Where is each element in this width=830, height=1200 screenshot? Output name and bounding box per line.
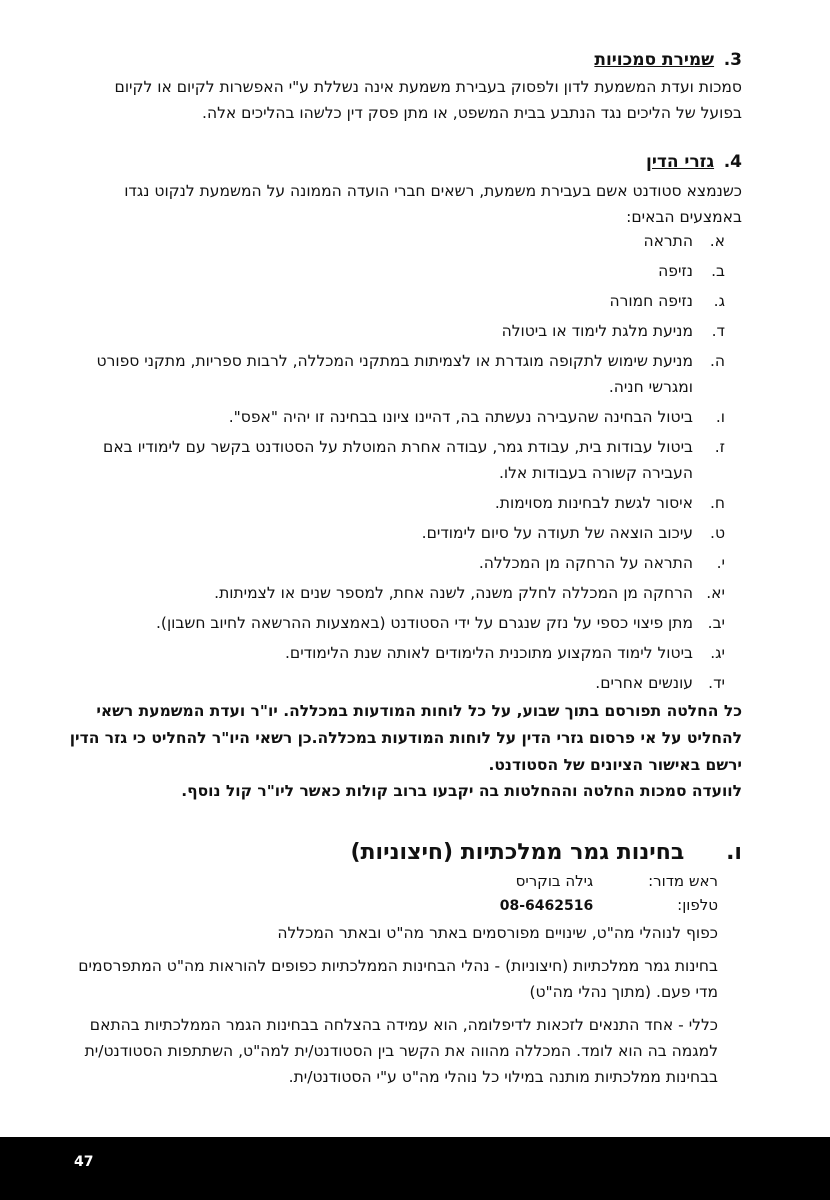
list-item [65, 550, 725, 576]
page-number: 47 [74, 1154, 94, 1170]
item-text: מתן פיצוי כספי על נזק שנגרם על ידי הסטודנט (באמצעות ההרשאה לחיוב חשבון). [155, 614, 693, 632]
item-marker: ו. [715, 408, 725, 426]
publication-paragraph: כל החלטה תפורסם בתוך שבוע, על כל לוחות המודעות במכללה. יו"ר ועדת המשמעת רשאי להחליט על אי פרסום גזרי הדין על לוחות המודעות במכללה.כן רשאי היו"ר להחליט כי גזר הדין ירשם באישור הציונים של הסטודנט. [69, 702, 742, 774]
phone-label: טלפון: [677, 896, 718, 914]
item-text: מניעת שימוש לתקופה מוגדרת או לצמיתות במתקני המכללה, לרבות ספריות, מתקני ספורט ומגרשי חניה. [96, 352, 693, 396]
item-marker: ה. [709, 352, 725, 370]
item-marker: ט. [710, 524, 725, 542]
department-head-name: גילה בוקריס [515, 872, 594, 890]
section-3-number: 3. [723, 50, 742, 70]
section-4-number: 4. [723, 152, 742, 172]
item-text: נזיפה חמורה [609, 292, 693, 310]
phone-row [500, 894, 718, 917]
section-v-para-2: בחינות גמר ממלכתיות (חיצוניות) - נהלי הבחינות הממלכתיות כפופים להוראות מה"ט המתפרסמים מדי פעם. (מתוך נהלי מה"ט) [78, 957, 718, 1001]
item-text: ביטול הבחינה שהעבירה נעשתה בה, דהיינו ציונו בבחינה זו יהיה "אפס". [228, 408, 693, 426]
item-marker: ז. [714, 438, 725, 456]
list-item [65, 258, 725, 284]
list-item [65, 670, 725, 696]
item-marker: יב. [707, 614, 725, 632]
list-item [65, 228, 725, 254]
section-v-para-1: כפוף לנוהלי מה"ט, שינויים מפורסמים באתר מה"ט ובאתר המכללה [277, 924, 718, 942]
section-3-heading [594, 50, 742, 70]
item-marker: ב. [711, 262, 725, 280]
committee-authority-paragraph: לוועדה סמכות החלטה וההחלטות בה יקבעו ברוב קולות כאשר ליו"ר קול נוסף. [181, 782, 742, 800]
item-marker: ג. [713, 292, 725, 310]
section-v-number: ו. [726, 840, 742, 865]
list-item [65, 318, 725, 344]
sanctions-list [65, 228, 725, 700]
section-v-title: בחינות גמר ממלכתיות (חיצוניות) [350, 840, 685, 865]
list-item [65, 640, 725, 666]
page-footer [0, 1137, 830, 1200]
department-head-label: ראש מדור: [648, 872, 718, 890]
section-3-body: סמכות ועדת המשמעת לדון ולפסוק בעבירת משמעת אינה נשללת ע"י האפשרות לקיום או לקיום בפועל של הליכים נגד הנתבע בבית המשפט, או מתן פסק דין כלשהו בהליכים אלה. [114, 78, 742, 122]
list-item [65, 288, 725, 314]
section-4-heading [646, 152, 742, 172]
item-marker: יד. [708, 674, 725, 692]
item-text: הרחקה מן המכללה לחלק משנה, לשנה אחת, למספר שנים או לצמיתות. [214, 584, 693, 602]
item-marker: ח. [709, 494, 725, 512]
list-item [65, 404, 725, 430]
section-v-heading [350, 840, 742, 865]
list-item [65, 580, 725, 606]
item-text: נזיפה [658, 262, 693, 280]
item-marker: א. [709, 232, 725, 250]
item-text: התראה [643, 232, 693, 250]
list-item [65, 434, 725, 486]
section-3-title: שמירת סמכויות [594, 50, 715, 70]
item-text: ביטול עבודות בית, עבודת גמר, עבודה אחרת המוטלת על הסטודנט בקשר עם לימודיו באם העבירה קשורה בעבודות אלו. [103, 438, 693, 482]
item-text: ביטול לימוד המקצוע מתוכנית הלימודים לאותה שנת הלימודים. [285, 644, 693, 662]
item-marker: יג. [710, 644, 725, 662]
item-text: איסור לגשת לבחינות מסוימות. [494, 494, 693, 512]
list-item [65, 610, 725, 636]
item-marker: יא. [706, 584, 725, 602]
item-text: התראה על הרחקה מן המכללה. [478, 554, 693, 572]
item-marker: י. [716, 554, 725, 572]
section-v-para-3: כללי - אחד התנאים לזכאות לדיפלומה, הוא עמידה בהצלחה בבחינות הגמר הממלכתיות בהתאם למגמה בה הוא לומד. המכללה מהווה את הקשר בין הסטודנט/ית למה"ט, השתתפות הסטודנט/ית בבחינות ממלכתיות מותנה במילוי כל נוהלי מה"ט ע"י הסטודנט/ית. [84, 1016, 718, 1086]
list-item [65, 490, 725, 516]
item-text: עונשים אחרים. [595, 674, 693, 692]
department-head-row [516, 870, 718, 892]
list-item [65, 348, 725, 400]
item-text: עיכוב הוצאה של תעודה על סיום לימודים. [421, 524, 693, 542]
section-4-intro: כשנמצא סטודנט אשם בעבירת משמעת, רשאים חברי הועדה הממונה על המשמעת לנקוט נגדו באמצעים הבאים: [124, 182, 742, 226]
list-item [65, 520, 725, 546]
section-4-title: גזרי הדין [646, 152, 715, 172]
item-text: מניעת מלגת לימוד או ביטולה [501, 322, 693, 340]
phone-number: 08-6462516 [499, 898, 594, 914]
item-marker: ד. [711, 322, 725, 340]
